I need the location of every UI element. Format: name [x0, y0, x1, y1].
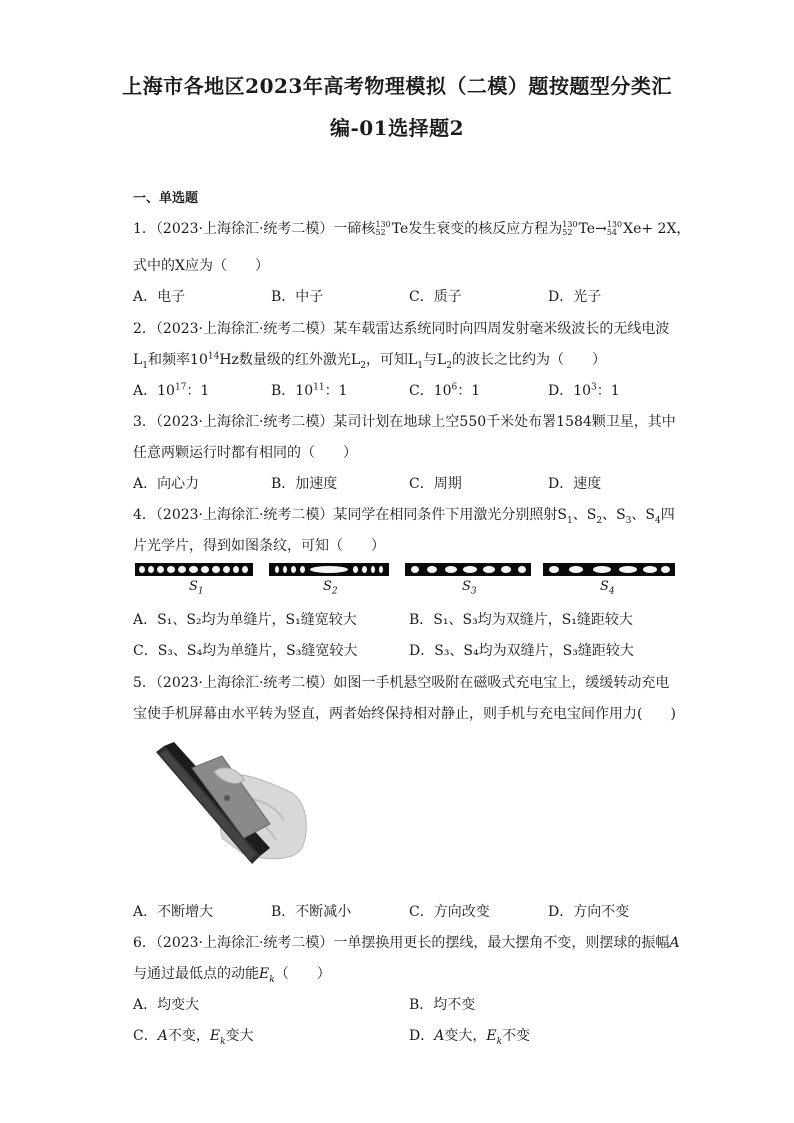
question-6-line2: 与通过最低点的动能$E_k$（ ） [133, 966, 331, 985]
q1-option-b[interactable]: B．中子 [271, 289, 324, 305]
q3-option-b[interactable]: B．加速度 [271, 476, 338, 492]
q4-option-a[interactable]: A．S₁、S₂均为单缝片，S₁缝宽较大 [133, 612, 357, 628]
question-2-line2: $L_1$和频率$10^{14}Hz$数量级的红外激光$L_2$，可知$L_1$与$L_2$的波长之比约为（ ） [133, 351, 606, 371]
question-5-line1: 5．（2023·上海徐汇·统考二模）如图一手机悬空吸附在磁吸式充电宝上，缓缓转动充电 [133, 675, 670, 691]
question-6-line1: 6．（2023·上海徐汇·统考二模）一单摆换用更长的摆线，最大摆角不变，则摆球的振幅A [133, 935, 680, 951]
question-4-line1: 4．（2023·上海徐汇·统考二模）某同学在相同条件下用激光分别照射$S_1$、$S_2$、$S_3$、$S_4$四 [133, 507, 675, 526]
q6-option-b[interactable]: B．均不变 [409, 997, 476, 1013]
q5-option-a[interactable]: A．不断增大 [133, 904, 214, 920]
q6-option-d[interactable]: D．A变大，$E_k$不变 [409, 1028, 531, 1047]
fringe-label-s3: $S_3$ [462, 579, 477, 597]
q2-option-b[interactable]: B．$10^{11}$：1 [271, 382, 348, 399]
q6-option-a[interactable]: A．均变大 [133, 997, 200, 1013]
fringe-pattern-s1 [135, 563, 253, 576]
fringe-label-s1: $S_1$ [189, 579, 204, 597]
q1-option-c[interactable]: C．质子 [409, 289, 462, 305]
question-1-line1: 1．（2023·上海徐汇·统考二模）一碲核 130 52 Te发生衰变的核反应方程为 130 52 Te→ 130 54 Xe+ 2X， [133, 220, 691, 237]
page-title-line1: 上海市各地区2023年高考物理模拟（二模）题按题型分类汇 [122, 74, 672, 98]
question-5-line2: 宝使手机屏幕由水平转为竖直，两者始终保持相对静止，则手机与充电宝间作用力( ) [133, 706, 676, 722]
q5-option-b[interactable]: B．不断减小 [271, 904, 352, 920]
q2-option-d[interactable]: D．$10^3$：1 [548, 382, 620, 399]
q3-option-a[interactable]: A．向心力 [133, 476, 200, 492]
fringe-pattern-s4 [543, 563, 675, 576]
q4-option-d[interactable]: D．S₃、S₄均为双缝片，S₃缝距较大 [409, 643, 634, 659]
question-4-line2: 片光学片，得到如图条纹，可知（ ） [133, 538, 385, 554]
fringe-pattern-s2 [269, 563, 389, 576]
q3-option-c[interactable]: C．周期 [409, 476, 462, 492]
question-2-line1: 2．（2023·上海徐汇·统考二模）某车载雷达系统同时向四周发射毫米级波长的无线电波 [133, 321, 670, 337]
q2-option-c[interactable]: C．$10^6$：1 [409, 382, 481, 399]
q1-option-d[interactable]: D．光子 [548, 289, 602, 305]
q2-option-a[interactable]: A．$10^{17}$：1 [133, 382, 210, 399]
question-1-line2: 式中的X应为（ ） [133, 258, 269, 274]
q1-option-a[interactable]: A．电子 [133, 289, 186, 305]
phone-on-power-bank-photo [152, 738, 312, 873]
q5-option-d[interactable]: D．方向不变 [548, 904, 630, 920]
page-title-line2: 编-01选择题2 [329, 116, 465, 140]
q4-option-b[interactable]: B．S₁、S₃均为双缝片，S₁缝距较大 [409, 612, 633, 628]
q4-option-c[interactable]: C．S₃、S₄均为单缝片，S₃缝宽较大 [133, 643, 358, 659]
question-3-line1: 3．（2023·上海徐汇·统考二模）某司计划在地球上空550千米处布署1584颗卫星，其中 [133, 414, 676, 430]
section-heading: 一、单选题 [133, 191, 199, 206]
fringe-label-s4: $S_4$ [600, 579, 615, 597]
q6-option-c[interactable]: C．A不变，$E_k$变大 [133, 1028, 254, 1047]
q3-option-d[interactable]: D．速度 [548, 476, 602, 492]
question-3-line2: 任意两颗运行时都有相同的（ ） [133, 445, 357, 461]
fringe-label-s2: $S_2$ [323, 579, 338, 597]
fringe-pattern-s3 [405, 563, 531, 576]
q5-option-c[interactable]: C．方向改变 [409, 904, 490, 920]
